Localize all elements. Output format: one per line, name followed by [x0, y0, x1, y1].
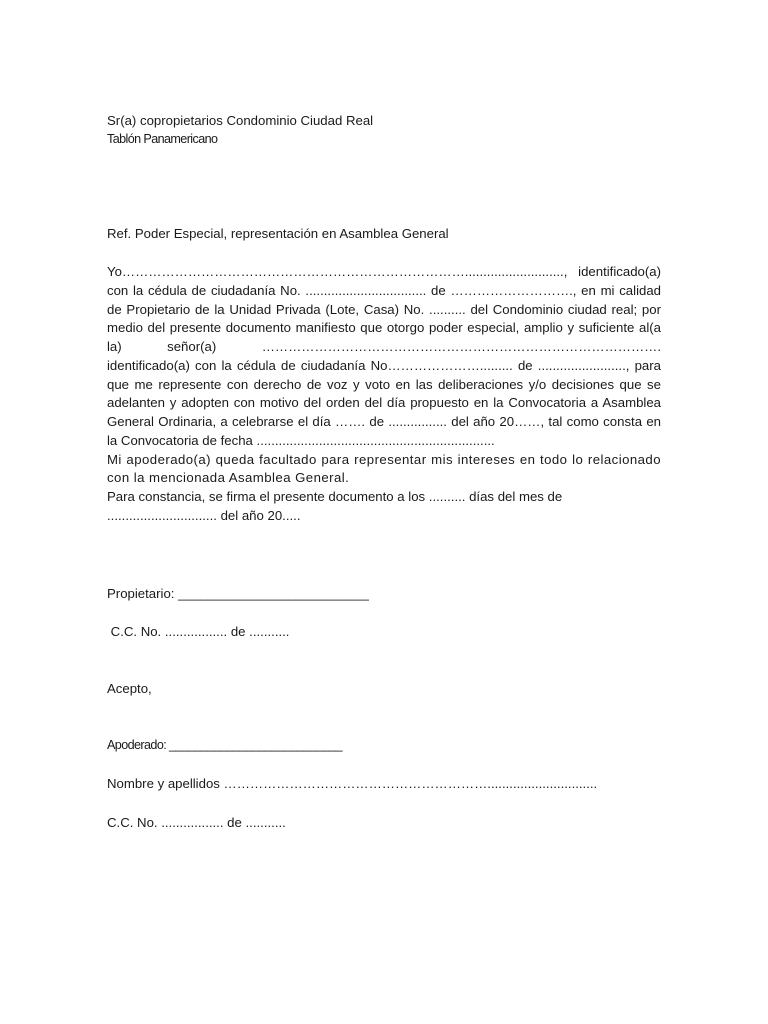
accept-line: Acepto, [107, 681, 152, 696]
recipient-line: Sr(a) copropietarios Condominio Ciudad Real [107, 113, 374, 128]
reference-line: Ref. Poder Especial, representación en Asamblea General [107, 226, 449, 241]
location-line: Tablón Panamericano [107, 132, 218, 146]
document-body [107, 263, 661, 526]
proxy-signature-line: Apoderado: ___________________________ [107, 738, 342, 752]
proxy-authority-paragraph: Mi apoderado(a) queda facultado para representar mis intereses en todo lo relacionado con la mencionada Asamblea General. [107, 451, 661, 486]
owner-id-line: C.C. No. ................. de ........... [107, 624, 290, 639]
proxy-name-line: Nombre y apellidos …………………………………………………….............................. [107, 776, 598, 791]
owner-signature-line: Propietario: __________________________ [107, 586, 369, 601]
proxy-id-line: C.C. No. ................. de ........... [107, 815, 286, 830]
power-of-attorney-paragraph: Yo……………………………………………………………………..........................., identificado(a) con la cédula de ciudadanía No. ................................. de ………………………., en mi calidad de Propietario de la Unidad Privada (Lote, Casa) No. .......... del Condominio ciudad real; por medio del presente documento manifiesto que otorgo poder especial, amplio y suficiente al(a la) señor(a) ………………………………………………………………………………. identificado(a) con la cédula de ciudadanía No…………………......... de ........................, para que me represente con derecho de voz y voto en las deliberaciones y/o decisiones que se adelanten y adopten con motivo del orden del día propuesto en la Convocatoria a Asamblea General Ordinaria, a celebrarse el día ……. de ................ del año 20……, tal como consta en la Convocatoria de fecha ................................................................. [107, 264, 661, 448]
signing-date-paragraph: Para constancia, se firma el presente documento a los .......... días del mes de .............................. del año 20..... [107, 489, 563, 523]
